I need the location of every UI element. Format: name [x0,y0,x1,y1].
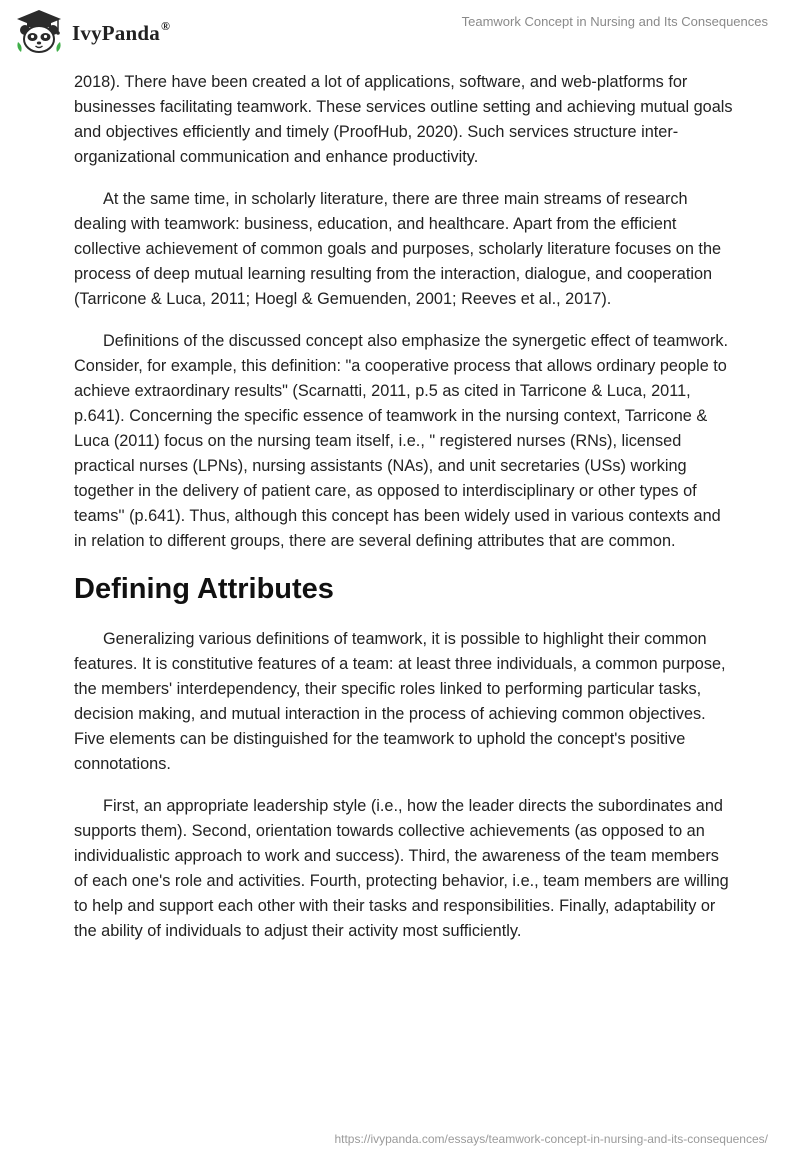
brand-name: IvyPanda® [72,18,171,45]
document-title: Teamwork Concept in Nursing and Its Consequences [461,14,768,29]
paragraph-1: 2018). There have been created a lot of applications, software, and web-platforms for businesses facilitating teamwork. These services outline setting and achieving mutual goals and objectives efficiently and timely (ProofHub, 2020). Such services structure inter-organizational communication and enhance productivity. [74,73,733,166]
paragraph-4: Generalizing various definitions of teamwork, it is possible to highlight their common features. It is constitutive features of a team: at least three individuals, a common purpose, the members' interdependency, their specific roles linked to performing particular tasks, decision making, and mutual interaction in the process of achieving common objectives. Five elements can be distinguished for the teamwork to uphold the concept's positive connotations. [74,630,726,773]
paragraph-5: First, an appropriate leadership style (i.e., how the leader directs the subordinates and supports them). Second, orientation towards collective achievements (as opposed to an individualistic approach to work and success). Third, the awareness of the team members of each one's role and activities. Fourth, protecting behavior, i.e., team members are willing to help and support each other with their tasks and responsibilities. Finally, adaptability or the ability of individuals to adjust their activity most sufficiently. [74,797,729,940]
paragraph-3: Definitions of the discussed concept also emphasize the synergetic effect of teamwork. Consider, for example, this definition: "a cooperative process that allows ordinary people to achieve extraordinary results" (Scarnatti, 2011, p.5 as cited in Tarricone & Luca, 2011, p.641). Concerning the specific essence of teamwork in the nursing context, Tarricone & Luca (2011) focus on the nursing team itself, i.e., " registered nurses (RNs), licensed practical nurses (LPNs), nursing assistants (NAs), and unit secretaries (USs) working together in the delivery of patient care, as opposed to interdisciplinary or other types of teams'' (p.641). Thus, although this concept has been widely used in various contexts and in relation to different groups, there are several defining attributes that are common. [74,332,729,550]
section-heading: Defining Attributes [74,573,334,605]
source-url[interactable]: https://ivypanda.com/essays/teamwork-concept-in-nursing-and-its-consequences/ [334,1132,768,1146]
brand-logo[interactable] [14,8,170,54]
panda-graduation-cap-icon [14,8,64,54]
page-header [0,0,800,60]
paragraph-2: At the same time, in scholarly literature, there are three main streams of research dealing with teamwork: business, education, and healthcare. Apart from the efficient collective achievement of common goals and purposes, scholarly literature focuses on the process of deep mutual learning resulting from the interaction, dialogue, and cooperation (Tarricone & Luca, 2011; Hoegl & Gemuenden, 2001; Reeves et al., 2017). [74,190,722,308]
essay-body [74,70,734,961]
